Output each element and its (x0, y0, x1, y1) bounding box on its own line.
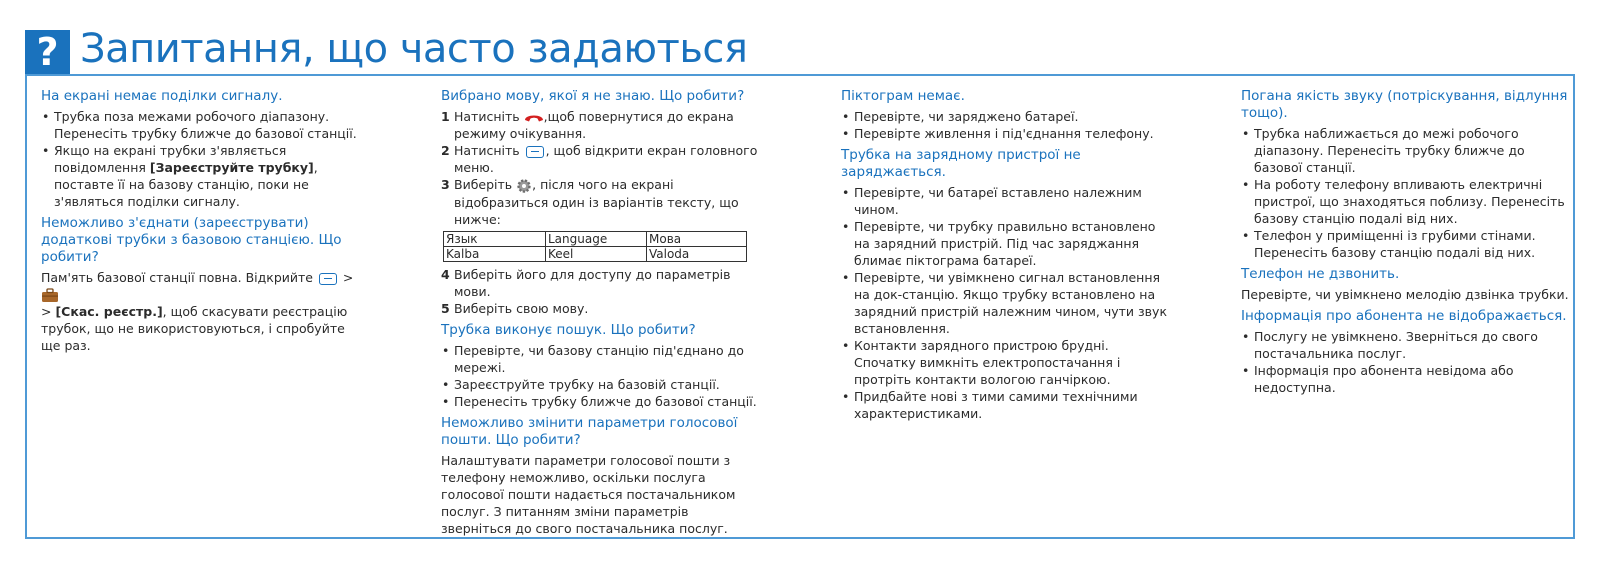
list-item: • Трубка наближається до межі робочого діапазону. Перенесіть трубку ближче до базової станції. (1241, 125, 1571, 176)
settings-gear-icon (516, 178, 532, 194)
faq-heading-handset-searching: Трубка виконує пошук. Що робити? (441, 321, 696, 338)
list-item (41, 142, 361, 210)
end-call-icon (524, 112, 544, 123)
step-item (441, 176, 761, 228)
table-row (444, 231, 747, 246)
menu-key-icon (319, 273, 337, 285)
list-item: • Перевірте живлення і під'єднання телефону. (841, 125, 1171, 142)
faq-heading-not-charging: Трубка на зарядному пристрої не заряджається. (841, 147, 1081, 180)
text: Виберіть його для доступу до параметрів мови. (454, 266, 731, 299)
text: , щоб скасувати реєстрацію трубок, що не використовуються, і спробуйте ще раз. (41, 304, 348, 353)
text: > (338, 270, 354, 285)
list-item: • Перевірте, чи увімкнено сигнал встановлення на док-станцію. Якщо трубку встановлено на зарядний пристрій належним чином, чути звук встановлення. (841, 269, 1171, 337)
table-cell: Valoda (647, 246, 747, 261)
list-item: • Послугу не увімкнено. Зверніться до свого постачальника послуг. (1241, 328, 1571, 362)
table-cell: Язык (444, 231, 546, 246)
text: Пам'ять базової станції повна. Відкрийте (41, 270, 317, 285)
faq-heading-poor-sound: Погана якість звуку (потріскування, відлуння тощо). (1241, 88, 1568, 121)
faq-list-poor-sound (1241, 125, 1571, 261)
text: > (41, 304, 56, 319)
step-item (441, 108, 761, 142)
faq-list-handset-searching (441, 342, 761, 410)
text: , щоб відкрити екран головного меню. (454, 143, 758, 175)
text: , після чого на екрані відобразиться один із варіантів тексту, що нижче: (454, 177, 739, 227)
menu-key-icon (526, 146, 544, 158)
faq-list-not-charging (841, 184, 1171, 422)
table-cell: Language (546, 231, 647, 246)
page-title: Запитання, що часто задаються (80, 26, 748, 72)
table-cell: Kalba (444, 246, 546, 261)
faq-heading-caller-id: Інформація про абонента не відображається. (1241, 308, 1567, 324)
list-item: • Зареєструйте трубку на базовій станції. (441, 376, 761, 393)
list-item: • Перевірте, чи батареї вставлено належним чином. (841, 184, 1171, 218)
faq-answer-cannot-register (41, 269, 361, 354)
step-number: 5 (441, 300, 450, 316)
step-item (441, 142, 761, 176)
list-item: • Перевірте, чи заряджено батареї. (841, 108, 1171, 125)
question-mark-badge (25, 30, 70, 74)
unregister-label: [Скас. реєстр.] (55, 304, 163, 319)
table-cell: Keel (546, 246, 647, 261)
faq-answer-voicemail: Налаштувати параметри голосової пошти з телефону неможливо, оскільки послуга голосової пошти надається постачальником послуг. З питанням зміни параметрів зверніться до свого постачальника послуг. (441, 452, 736, 536)
faq-list-no-icons (841, 108, 1171, 142)
faq-heading-no-signal: На екрані немає поділки сигналу. (41, 88, 283, 104)
step-number: 4 (441, 266, 450, 282)
language-steps-continued (441, 266, 761, 317)
text: Виберіть (454, 177, 517, 192)
list-item: • Інформація про абонента невідома або недоступна. (1241, 362, 1571, 396)
faq-heading-cannot-register: Неможливо з'єднати (зареєструвати) додаткові трубки з базовою станцією. Що робити? (41, 215, 342, 265)
faq-column-4 (1241, 88, 1571, 396)
text: Виберіть свою мову. (454, 300, 589, 316)
text: Натисніть (454, 143, 524, 158)
table-row (444, 246, 747, 261)
text: Якщо на екрані трубки з'являється повідомлення (54, 143, 287, 175)
list-item: • Перевірте, чи базову станцію під'єднано до мережі. (441, 342, 761, 376)
faq-list-caller-id (1241, 328, 1571, 396)
list-item: • На роботу телефону впливають електричні пристрої, що знаходяться поблизу. Перенесіть базову станцію подалі від них. (1241, 176, 1571, 227)
text: , поставте її на базову станцію, поки не з'являться поділки сигналу. (54, 160, 318, 209)
faq-heading-voicemail: Неможливо змінити параметри голосової пошти. Що робити? (441, 414, 738, 448)
step-number: 2 (441, 143, 450, 158)
faq-list-no-signal (41, 108, 361, 210)
register-handset-label: [Зареєструйте трубку] (149, 160, 314, 175)
faq-column-3 (841, 88, 1171, 422)
text: ,щоб повернутися до екрана режиму очікування. (454, 109, 734, 141)
services-briefcase-icon (41, 288, 59, 303)
list-item: • Перевірте, чи трубку правильно встановлено на зарядний пристрій. Під час заряджання блимає піктограма батареї. (841, 218, 1171, 269)
faq-column-1 (41, 88, 361, 354)
list-item: • Перенесіть трубку ближче до базової станції. (441, 393, 761, 410)
step-item (441, 266, 761, 300)
list-item: • Придбайте нові з тими самими технічними характеристиками. (841, 388, 1171, 422)
text: Натисніть (454, 109, 524, 124)
list-item: • Контакти зарядного пристрою брудні. Спочатку вимкніть електропостачання і протріть контакти вологою ганчіркою. (841, 337, 1171, 388)
list-item: • Трубка поза межами робочого діапазону. Перенесіть трубку ближче до базової станції. (41, 108, 361, 142)
step-number: 1 (441, 109, 450, 124)
table-cell: Мова (647, 231, 747, 246)
faq-heading-no-icons: Піктограм немає. (841, 88, 965, 104)
question-mark: ? (36, 30, 59, 74)
language-steps (441, 108, 761, 228)
list-item: • Телефон у приміщенні із грубими стінами. Перенесіть базову станцію подалі від них. (1241, 227, 1571, 261)
faq-answer-no-ring: Перевірте, чи увімкнено мелодію дзвінка трубки. (1241, 287, 1569, 302)
language-table (443, 231, 747, 262)
faq-heading-no-ring: Телефон не дзвонить. (1241, 266, 1400, 282)
faq-heading-unknown-language: Вибрано мову, якої я не знаю. Що робити? (441, 88, 745, 104)
step-item (441, 300, 761, 317)
step-number: 3 (441, 177, 450, 192)
faq-column-2 (441, 88, 761, 537)
